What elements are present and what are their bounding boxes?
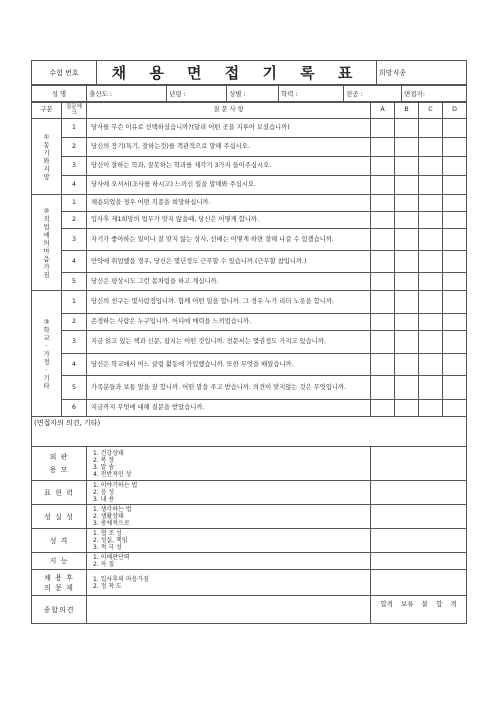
question-row [32, 251, 467, 273]
question-row [32, 273, 467, 291]
grade-d-cell[interactable] [443, 314, 467, 331]
evaluation-label: 지 능 [32, 553, 87, 570]
education-field[interactable]: 학력 : [279, 86, 344, 103]
evaluation-row [32, 570, 467, 596]
evaluation-items: 1. 협 조 성 2. 성실, 책임 3. 적 극 성 [87, 529, 371, 553]
hope-job-label: 희망직종 [377, 61, 467, 85]
grade-a-cell[interactable] [371, 138, 395, 157]
question-number: 3 [62, 331, 87, 354]
grade-d-cell[interactable] [443, 195, 467, 212]
grade-d-cell[interactable] [443, 251, 467, 273]
question-text: 당신이 잘하는 학과, 잘못하는 학과를 제각기 3가지 들어주십시오. [87, 157, 371, 176]
question-row [32, 354, 467, 376]
gender-field[interactable]: 성별 : [227, 86, 279, 103]
question-text: 만약에 취업했을 경우, 당신은 몇년정도 근무할 수 있습니까.(근무할 참입니까.) [87, 251, 371, 273]
check-header: 질문체크 [62, 102, 87, 119]
title-row [31, 60, 467, 85]
question-text: 당신의 친구는 몇사람정입니까. 함께 어떤 일을 합니까. 그 경우 누가 리더 노릇을 합니까. [87, 291, 371, 314]
question-number: 5 [62, 376, 87, 400]
grade-c-cell[interactable] [419, 138, 443, 157]
grade-c-cell[interactable] [419, 195, 443, 212]
question-row [32, 138, 467, 157]
grade-b-cell[interactable] [395, 157, 419, 176]
grade-b-cell[interactable] [395, 138, 419, 157]
overall-label: 종합의견 [32, 596, 87, 624]
question-row [32, 376, 467, 400]
evaluation-grade[interactable] [371, 553, 467, 570]
question-row [32, 157, 467, 176]
category-header: 구분 [32, 102, 62, 119]
evaluation-grade[interactable] [371, 570, 467, 596]
page-title: 채 용 면 접 기 록 표 [97, 61, 377, 85]
grade-c-cell[interactable] [419, 157, 443, 176]
question-row [32, 119, 467, 138]
question-number: 5 [62, 273, 87, 291]
grade-b-cell[interactable] [395, 314, 419, 331]
overall-opinion-field[interactable] [87, 596, 371, 624]
question-number: 3 [62, 229, 87, 251]
grade-d-cell[interactable] [443, 354, 467, 376]
question-row [32, 400, 467, 417]
question-row [32, 176, 467, 195]
question-number: 4 [62, 176, 87, 195]
evaluation-row [32, 529, 467, 553]
overall-row [32, 596, 467, 624]
grade-a-cell[interactable] [371, 354, 395, 376]
question-row [32, 195, 467, 212]
grade-d-cell[interactable] [443, 119, 467, 138]
grade-c-cell[interactable] [419, 376, 443, 400]
grade-c-cell[interactable] [419, 119, 443, 138]
grade-a-cell[interactable] [371, 273, 395, 291]
grade-b-cell[interactable] [395, 354, 419, 376]
section-school-family: ③ 학 교 · 가 정 · 기 타 [32, 291, 62, 417]
section-job-attitude: ② 직 업 에 의 마 음 가 짐 [32, 195, 62, 291]
school-field[interactable]: 출신도 : [87, 86, 167, 103]
grade-b-cell[interactable] [395, 212, 419, 229]
evaluation-items: 1. 건강상태 2. 복 장 3. 말 솜 4. 전반적인 상 [87, 447, 371, 481]
question-number: 3 [62, 157, 87, 176]
major-field[interactable]: 전공 : [344, 86, 402, 103]
question-text: 당신은 학교에서 어느 클럽 활동에 가입했습니까. 또한 무엇을 배웠습니까. [87, 354, 371, 376]
grade-c-cell[interactable] [419, 354, 443, 376]
grade-b-cell[interactable] [395, 331, 419, 354]
grade-a-cell[interactable] [371, 119, 395, 138]
exam-number-label: 수험 번호 [32, 61, 97, 85]
age-field[interactable]: 년령 : [167, 86, 227, 103]
grade-c-cell[interactable] [419, 314, 443, 331]
grade-a-cell[interactable] [371, 251, 395, 273]
grade-d-cell[interactable] [443, 229, 467, 251]
evaluation-items: 1. 이해판단력 2. 자 질 [87, 553, 371, 570]
grade-b-cell[interactable] [395, 176, 419, 195]
column-header-row [32, 102, 467, 119]
question-header: 질 문 사 항 [87, 102, 371, 119]
question-text: 존경하는 사람은 누구입니까. 어디에 매력을 느끼었습니까. [87, 314, 371, 331]
question-row [32, 212, 467, 229]
question-number: 4 [62, 354, 87, 376]
grade-d-cell[interactable] [443, 400, 467, 417]
grade-b-header: B [395, 102, 419, 119]
grade-b-cell[interactable] [395, 195, 419, 212]
grade-c-cell[interactable] [419, 291, 443, 314]
question-row [32, 331, 467, 354]
question-text: 당신은 평상시도 그런 몸차림을 하고 계십니까. [87, 273, 371, 291]
question-number: 4 [62, 251, 87, 273]
evaluation-row [32, 481, 467, 505]
question-number: 2 [62, 212, 87, 229]
opinion-row [32, 417, 467, 447]
grade-d-cell[interactable] [443, 331, 467, 354]
question-text: 당사를 무슨 이유로 선택하셨습니까?(달리 어떤 곳을 지루어 보셨습니까) [87, 119, 371, 138]
evaluation-items: 1. 생각하는 법 2. 생활상태 3. 총체적으로 [87, 505, 371, 529]
interviewer-field[interactable]: 면접자: [402, 86, 467, 103]
grade-c-cell[interactable] [419, 273, 443, 291]
question-text: 가족분들과 보통 말을 잘 합니까. 어떤 말을 주고 받습니까. 의견이 맞지않는 것은 무엇입니까. [87, 376, 371, 400]
question-text: 채용되었을 경우 어떤 직종을 희망하십니까. [87, 195, 371, 212]
question-text: 입사후 제1희망의 업무가 맞지 않을때, 당신은 어떻게 합니까. [87, 212, 371, 229]
grade-a-cell[interactable] [371, 314, 395, 331]
evaluation-label: 성 격 [32, 529, 87, 553]
grade-d-header: D [443, 102, 467, 119]
opinion-label[interactable]: (면접자의 의견, 기타) [32, 417, 467, 447]
grade-c-cell[interactable] [419, 212, 443, 229]
question-number: 1 [62, 195, 87, 212]
question-text: 자기가 좋아하는 일이나 잘 맞지 않는 상사, 선배는 어떻게 하면 잘해 나갈 수 있겠습니까. [87, 229, 371, 251]
evaluation-row [32, 447, 467, 481]
grade-c-cell[interactable] [419, 176, 443, 195]
grade-b-cell[interactable] [395, 376, 419, 400]
question-number: 6 [62, 400, 87, 417]
evaluation-grade[interactable] [371, 505, 467, 529]
evaluation-grade[interactable] [371, 481, 467, 505]
question-number: 2 [62, 314, 87, 331]
evaluation-row [32, 553, 467, 570]
evaluation-grade[interactable] [371, 529, 467, 553]
grade-a-cell[interactable] [371, 157, 395, 176]
grade-d-cell[interactable] [443, 176, 467, 195]
grade-d-cell[interactable] [443, 376, 467, 400]
question-row [32, 229, 467, 251]
question-number: 2 [62, 138, 87, 157]
grade-b-cell[interactable] [395, 291, 419, 314]
evaluation-label: 표 현 력 [32, 481, 87, 505]
question-text: 지금까지 무엇에 대해 질문을 받았습니까. [87, 400, 371, 417]
grade-b-cell[interactable] [395, 119, 419, 138]
evaluation-label: 성 실 성 [32, 505, 87, 529]
grade-b-cell[interactable] [395, 229, 419, 251]
grade-b-cell[interactable] [395, 400, 419, 417]
grade-c-cell[interactable] [419, 400, 443, 417]
grade-a-cell[interactable] [371, 376, 395, 400]
interview-table [31, 101, 467, 624]
grade-c-cell[interactable] [419, 229, 443, 251]
grade-d-cell[interactable] [443, 157, 467, 176]
grade-a-header: A [371, 102, 395, 119]
grade-a-cell[interactable] [371, 229, 395, 251]
grade-c-cell[interactable] [419, 331, 443, 354]
section-motivation: ① 동 기 와 지 망 [32, 119, 62, 195]
result-options[interactable]: 합격 보류 불 합 격 [371, 596, 467, 624]
grade-a-cell[interactable] [371, 176, 395, 195]
evaluation-label: 외 관 용 모 [32, 447, 87, 481]
grade-b-cell[interactable] [395, 251, 419, 273]
name-label: 성 명 [32, 86, 87, 103]
evaluation-items: 1. 이야기하는 법 2. 음 성 3. 내 용 [87, 481, 371, 505]
question-number: 1 [62, 291, 87, 314]
question-row [32, 314, 467, 331]
grade-a-cell[interactable] [371, 212, 395, 229]
question-text: 당신의 장기(특기, 잘하는것)를 객관적으로 말해 주십시오. [87, 138, 371, 157]
question-text: 당사에 오셔서(조사를 하시고) 느끼신 일을 말해봐 주십시오. [87, 176, 371, 195]
grade-a-cell[interactable] [371, 331, 395, 354]
grade-d-cell[interactable] [443, 138, 467, 157]
grade-d-cell[interactable] [443, 273, 467, 291]
evaluation-grade[interactable] [371, 447, 467, 481]
grade-a-cell[interactable] [371, 400, 395, 417]
grade-a-cell[interactable] [371, 291, 395, 314]
grade-d-cell[interactable] [443, 291, 467, 314]
grade-a-cell[interactable] [371, 195, 395, 212]
grade-c-header: C [419, 102, 443, 119]
evaluation-items: 1. 입사후의 마음가짐 2. 정 착 도 [87, 570, 371, 596]
grade-c-cell[interactable] [419, 251, 443, 273]
question-number: 1 [62, 119, 87, 138]
question-row [32, 291, 467, 314]
grade-d-cell[interactable] [443, 212, 467, 229]
evaluation-label: 채 용 후 의 문 제 [32, 570, 87, 596]
evaluation-row [32, 505, 467, 529]
question-text: 지금 읽고 있는 책과 신문, 잡지는 어떤 것입니까. 전문서는 몇권정도 가지고 있습니까. [87, 331, 371, 354]
grade-b-cell[interactable] [395, 273, 419, 291]
